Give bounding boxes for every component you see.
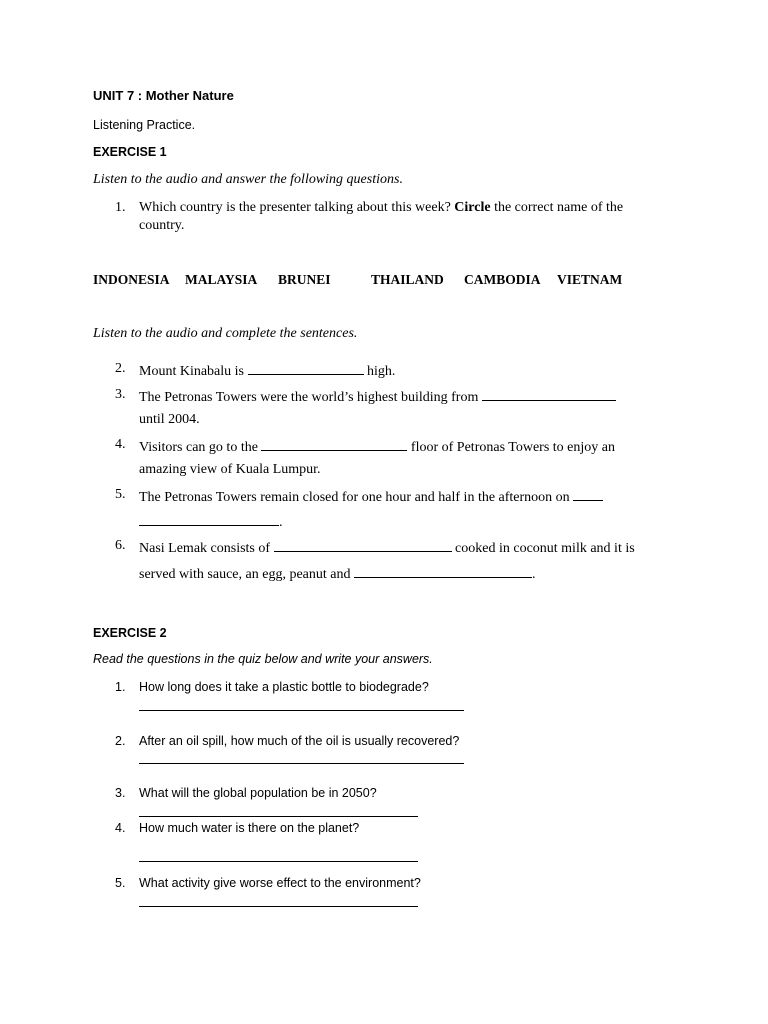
q4-text [139, 437, 615, 456]
page-subtitle: Listening Practice. [93, 118, 196, 132]
q3-number: 3. [115, 387, 126, 402]
q1-text-line2: country. [139, 218, 185, 233]
quiz-q2-answer-line[interactable] [139, 763, 464, 764]
exercise1-instruction: Listen to the audio and answer the following questions. [93, 172, 403, 187]
quiz-q5-text: What activity give worse effect to the environment? [139, 876, 421, 890]
q1-text [139, 200, 623, 216]
q5-text-end: . [279, 515, 283, 530]
q4-text-a: Visitors can go to the [139, 440, 258, 455]
quiz-q2-text: After an oil spill, how much of the oil is usually recovered? [139, 734, 460, 748]
q3-text-line2: until 2004. [139, 412, 200, 427]
q1-text-pre: Which country is the presenter talking about this week? [139, 200, 451, 215]
page-title: UNIT 7 : Mother Nature [93, 88, 234, 103]
q2-text-a: Mount Kinabalu is [139, 364, 244, 379]
quiz-q2-number: 2. [115, 734, 126, 748]
q5-text [139, 487, 603, 506]
q3-blank[interactable] [482, 387, 616, 401]
country-option[interactable]: VIETNAM [557, 272, 623, 287]
quiz-q3-answer-line[interactable] [139, 816, 418, 817]
q2-number: 2. [115, 361, 126, 376]
quiz-q1-answer-line[interactable] [139, 710, 464, 711]
q6-blank-a[interactable] [274, 538, 452, 552]
country-option[interactable]: INDONESIA [93, 272, 170, 287]
q6-text-b: cooked in coconut milk and it is [455, 541, 635, 556]
q6-text-end: . [531, 567, 536, 582]
q4-text-b: floor of Petronas Towers to enjoy an [410, 440, 615, 455]
q4-text-line2: amazing view of Kuala Lumpur. [139, 462, 321, 477]
q6-text [139, 538, 635, 557]
quiz-q4-text: How much water is there on the planet? [139, 821, 360, 835]
q2-text [139, 361, 395, 380]
exercise1-heading: EXERCISE 1 [93, 145, 167, 159]
quiz-q5-number: 5. [115, 876, 126, 890]
q3-text-a: The Petronas Towers were the world’s highest building from [139, 390, 479, 405]
q6-text-a: Nasi Lemak consists of [139, 541, 271, 556]
q5-text-line2 [139, 512, 283, 531]
country-option[interactable]: CAMBODIA [464, 272, 541, 287]
quiz-q1-text: How long does it take a plastic bottle to biodegrade? [139, 680, 429, 694]
q2-blank[interactable] [248, 361, 364, 375]
q4-blank[interactable] [261, 437, 407, 451]
quiz-q4-number: 4. [115, 821, 126, 835]
q4-number: 4. [115, 437, 126, 452]
quiz-q1-number: 1. [115, 680, 126, 694]
q5-number: 5. [115, 487, 126, 502]
q5-blank-a[interactable] [573, 487, 603, 501]
q1-text-post: the correct name of the [494, 200, 624, 215]
q2-text-b: high. [367, 364, 396, 379]
q6-blank-b[interactable] [354, 564, 532, 578]
q6-text-line2-a: served with sauce, an egg, peanut and [139, 567, 351, 582]
exercise1-instruction2: Listen to the audio and complete the sentences. [93, 326, 358, 341]
exercise2-instruction: Read the questions in the quiz below and write your answers. [93, 652, 433, 666]
q1-text-bold: Circle [454, 200, 491, 215]
quiz-q4-answer-line[interactable] [139, 861, 418, 862]
q1-number: 1. [115, 200, 126, 215]
quiz-q3-number: 3. [115, 786, 126, 800]
q3-text [139, 387, 616, 406]
country-option[interactable]: BRUNEI [278, 272, 331, 287]
q5-text-a: The Petronas Towers remain closed for one hour and half in the afternoon on [139, 490, 570, 505]
quiz-q3-text: What will the global population be in 2050? [139, 786, 377, 800]
q6-number: 6. [115, 538, 126, 553]
q6-text-line2 [139, 564, 535, 583]
quiz-q5-answer-line[interactable] [139, 906, 418, 907]
country-option[interactable]: THAILAND [371, 272, 444, 287]
exercise2-heading: EXERCISE 2 [93, 626, 167, 640]
q5-blank-b[interactable] [139, 512, 279, 526]
country-option[interactable]: MALAYSIA [185, 272, 258, 287]
